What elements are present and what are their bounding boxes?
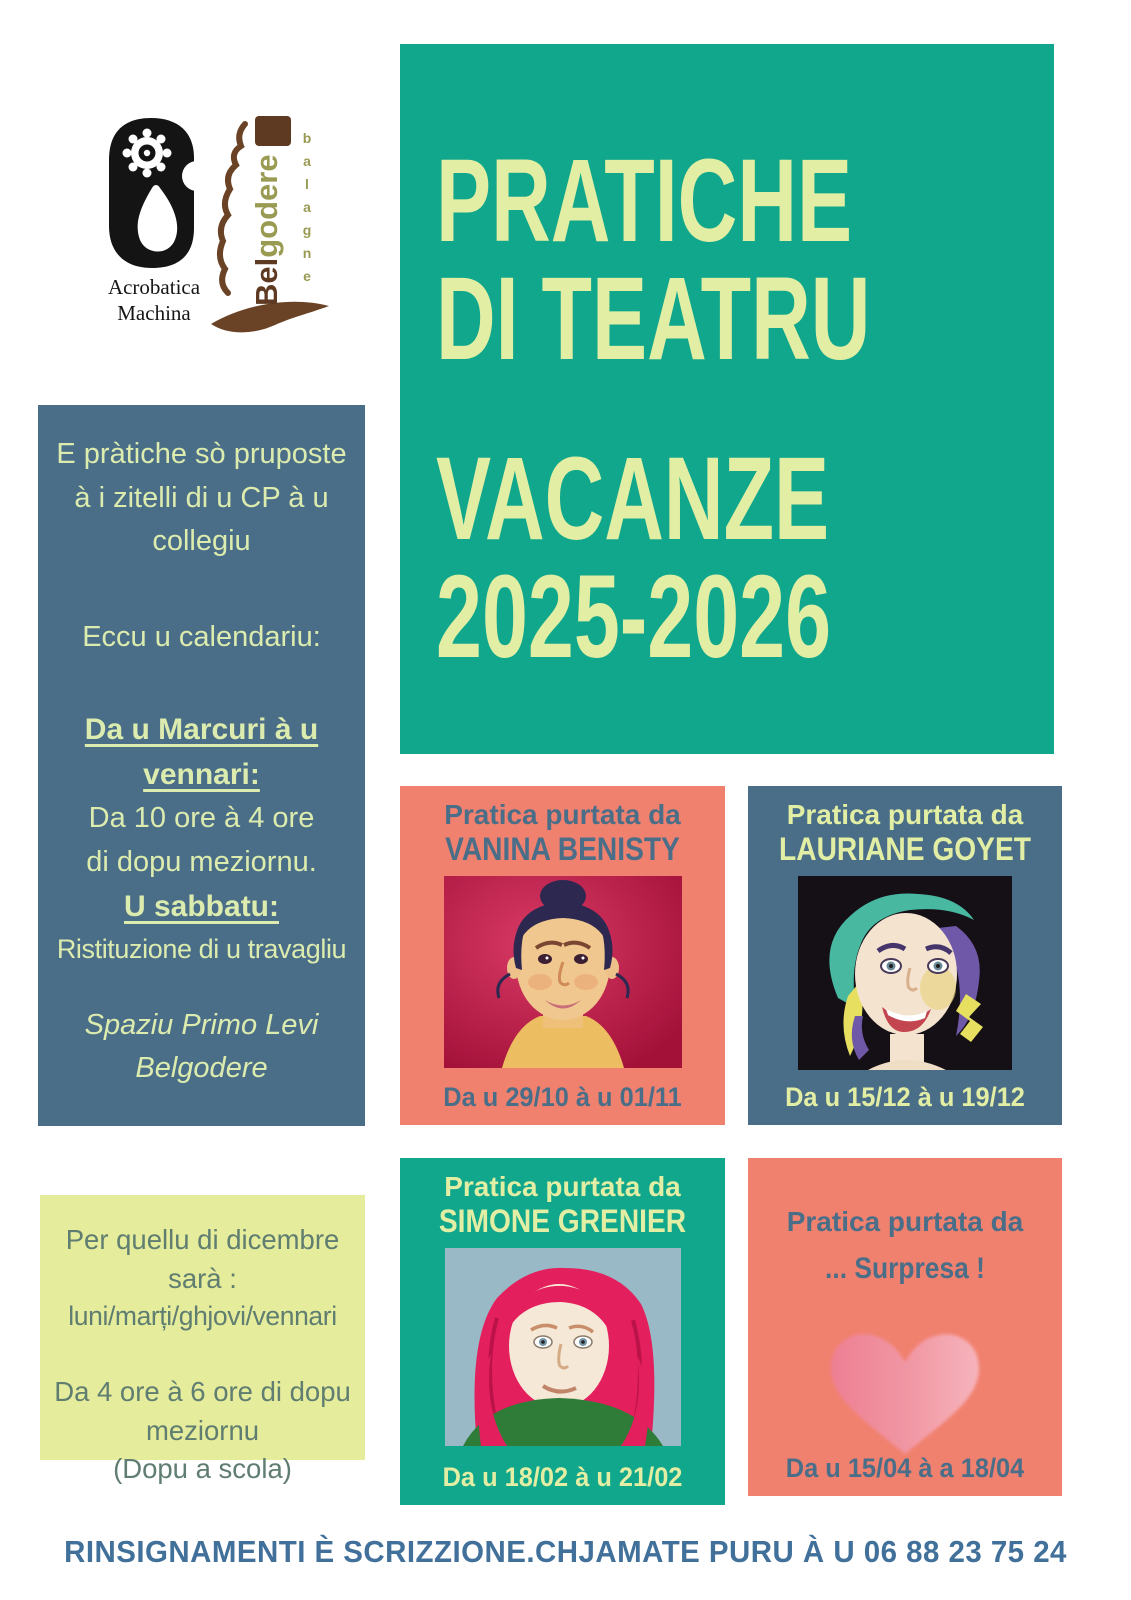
card-date: Da u 18/02 à u 21/02 — [442, 1462, 683, 1492]
hero-panel — [400, 44, 1054, 754]
weekdays-hours: Da 10 ore à 4 ore di dopu meziornu. — [86, 802, 317, 878]
acrobatica-machina-icon — [109, 118, 212, 268]
acrobatica-machina-label: Acrobatica Machina — [107, 275, 201, 326]
painted-portrait-lauriane-goyet — [798, 876, 1012, 1070]
belgodere-balagne-text: balagne — [299, 130, 315, 291]
card-name: SIMONE GRENIER — [438, 1203, 687, 1239]
notch-shape — [182, 161, 212, 191]
info-box — [38, 405, 365, 1126]
footer-contact: RINSIGNAMENTI È SCRIZZIONE.CHJAMATE PURU À U 06 88 23 75 24 — [64, 1534, 1067, 1569]
card-simone-grenier: Pratica purtata da SIMONE GRENIER Da u 18/02 à u 21/02 — [400, 1158, 725, 1505]
logo-area — [95, 108, 335, 348]
card-vanina-benisty: Pratica purtata da VANINA BENISTY Da u 29/10 à u 01/11 — [400, 786, 725, 1125]
december-box: Per quellu di dicembre sarà : luni/marți/ghjovi/vennari Da 4 ore à 6 ore di dopu meziornu (Dopu a scola) — [40, 1195, 365, 1460]
weekdays-heading: Da u Marcuri à u vennari: — [84, 713, 319, 791]
belgodere-logo-block — [255, 116, 291, 146]
card-lauriane-goyet: Pratica purtata da LAURIANE GOYET Da u 15/12 à u 19/12 — [748, 786, 1062, 1125]
saturday-line: Ristituzione di u travagliu — [56, 934, 347, 964]
card-date: Da u 15/04 à a 18/04 — [785, 1453, 1025, 1483]
card-date: Da u 15/12 à u 19/12 — [785, 1082, 1025, 1112]
poster-title: PRATICHE DI TEATRU — [436, 135, 871, 385]
card-name: ... Surpresa ! — [825, 1252, 985, 1285]
poster-subtitle: VACANZE 2025-2026 — [436, 433, 832, 683]
card-name: VANINA BENISTY — [445, 831, 680, 867]
info-intro: E pràtiche sò pruposte à i zitelli di u CP à u collegiu — [56, 438, 347, 557]
painted-portrait-vanina-benisty — [444, 876, 682, 1068]
card-date: Da u 29/10 à u 01/11 — [443, 1082, 682, 1112]
belgodere-map-outline — [220, 124, 245, 293]
saturday-heading: U sabbatu: — [123, 890, 279, 923]
calendar-label: Eccu u calendariu: — [82, 620, 321, 653]
venue: Spaziu Primo Levi Belgodere — [84, 1008, 319, 1084]
belgodere-wordmark: Belgodere — [249, 154, 284, 306]
heart-icon — [805, 1312, 1005, 1462]
card-surpresa: Pratica purtata da ... Surpresa ! Da u 15/04 à a 18/04 — [748, 1158, 1062, 1496]
painted-portrait-simone-grenier — [445, 1248, 681, 1446]
card-name: LAURIANE GOYET — [779, 831, 1031, 867]
